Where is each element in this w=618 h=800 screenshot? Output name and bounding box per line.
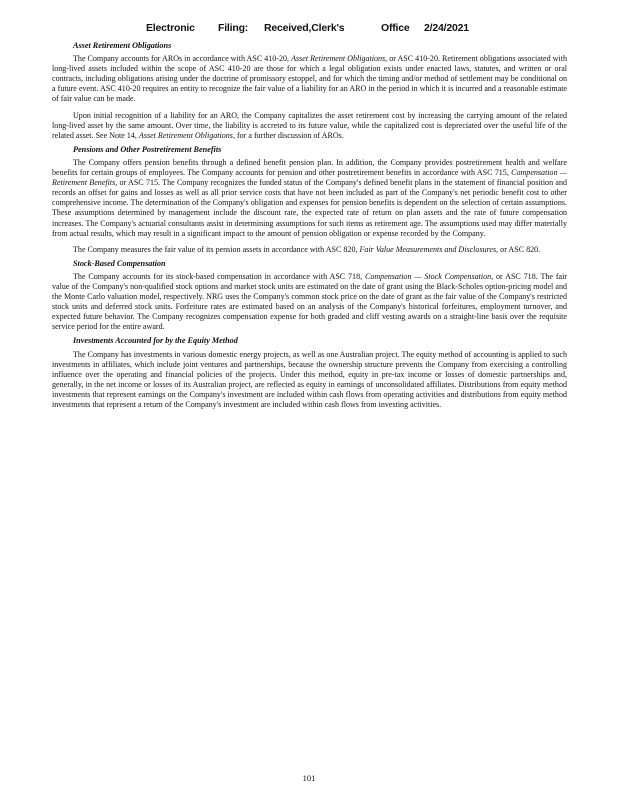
document-body (52, 41, 567, 414)
text-run: , or ASC 715. The Company recognizes the funded status of the Company's defined benefit plans in the statement of financial position and records an offset for gains and losses as well as all prior service costs that have not been included as part of the Company's net periodic benefit cost to other comprehensive income. The determination of the Company's obligation and expenses for pension benefits is dependent on the selection of certain assumptions. These assumptions determined by management include the discount rate, the expected rate of return on plan assets and the rate of future compensation increases. The Company's actuarial consultants assist in determining assumptions for such items as retirement age. The assumptions used may differ materially from actual results, which may result in a significant impact to the amount of pension obligation or expense recorded by the Company. (52, 178, 567, 238)
italic-reference: Fair Value Measurements and Disclosures (359, 244, 497, 254)
text-run: , or ASC 718. The fair value of the Company's non-qualified stock options and market stock units are estimated on the date of grant using the Black-Scholes option-pricing model and the Monte Carlo valuation model, respectively. NRG uses the Company's common stock price on the date of grant as the fair value of the Company's restricted stock units and deferred stock units. Forfeiture rates are estimated based on an analysis of the Company's historical forfeitures, employment turnover, and expected future behavior. The Company recognizes compensation expense for both graded and cliff vesting awards on a straight-line basis over the requisite service period for the entire award. (52, 271, 567, 332)
italic-reference: Compensation — Retirement Benefits (52, 168, 567, 188)
italic-reference: Asset Retirement Obligations (138, 130, 233, 140)
section-heading: Pensions and Other Postretirement Benefits (73, 144, 222, 154)
paragraph (52, 272, 567, 333)
paragraph (52, 245, 567, 255)
section-heading: Asset Retirement Obligations (73, 41, 172, 50)
italic-reference: Asset Retirement Obligations (291, 54, 386, 64)
paragraph (52, 158, 567, 239)
paragraph (52, 350, 567, 411)
text-run: The Company measures the fair value of its pension assets in accordance with ASC 820, (73, 244, 360, 254)
stamp-electronic: Electronic (146, 22, 195, 34)
filing-stamp (0, 22, 618, 36)
page-number: 101 (302, 773, 316, 783)
text-run: The Company offers pension benefits through a defined benefit pension plan. In addition, the Company provides postretirement health and welfare benefits for certain groups of employees. The Company accounts for pension and other postretirement benefits in accordance with ASC 715, (52, 157, 567, 178)
text-run: The Company has investments in various domestic energy projects, as well as one Australian project. The equity method of accounting is applied to such investments in affiliates, which include joint ventures and partnerships, because the ownership structure prevents the Company from exercising a controlling influence over the operating and financial policies of the projects. Under this method, equity in pre-tax income or losses of domestic partnerships and, generally, in the net income or losses of its Australian project, are reflected as equity in earnings of unconsolidated affiliates. Distributions from equity method investments that represent earnings on the Company's investment are included within cash flows from operating activities and distributions from equity method investments that represent a return of the Company's investment are included within cash flows from investing activities. (52, 349, 567, 409)
paragraph (52, 111, 567, 141)
section-heading: Stock-Based Compensation (73, 258, 166, 268)
section-heading: Investments Accounted for by the Equity Method (73, 336, 238, 346)
text-run: The Company accounts for its stock-based compensation in accordance with ASC 718, (73, 271, 365, 281)
stamp-date: 2/24/2021 (424, 22, 469, 34)
stamp-office: Office (381, 22, 410, 34)
stamp-received: Received,Clerk's (264, 22, 345, 34)
paragraph (52, 54, 567, 104)
text-run: , or ASC 410-20. Retirement obligations associated with long-lived assets included within the scope of ASC 410-20 are those for which a legal obligation exists under enacted laws, statutes, and written or oral contracts, including obligations arising under the doctrine of promissory estoppel, and for which the timing and/or method of settlement may be conditional on a future event. ASC 410-20 requires an entity to recognize the fair value of a liability for an ARO in the period in which it is incurred and a reasonable estimate of fair value can be made. (52, 54, 567, 104)
text-run: Upon initial recognition of a liability for an ARO, the Company capitalizes the asset retirement cost by increasing the carrying amount of the related long-lived asset by the same amount. Over time, the liability is accreted to its future value, while the capitalized cost is depreciated over the useful life of the related asset. See Note 14, (52, 110, 567, 140)
text-run: The Company accounts for AROs in accordance with ASC 410-20, (73, 54, 292, 64)
text-run: , for a further discussion of AROs. (232, 130, 344, 140)
italic-reference: Compensation — Stock Compensation (364, 271, 492, 281)
stamp-filing: Filing: (218, 22, 249, 34)
text-run: , or ASC 820. (496, 244, 541, 254)
